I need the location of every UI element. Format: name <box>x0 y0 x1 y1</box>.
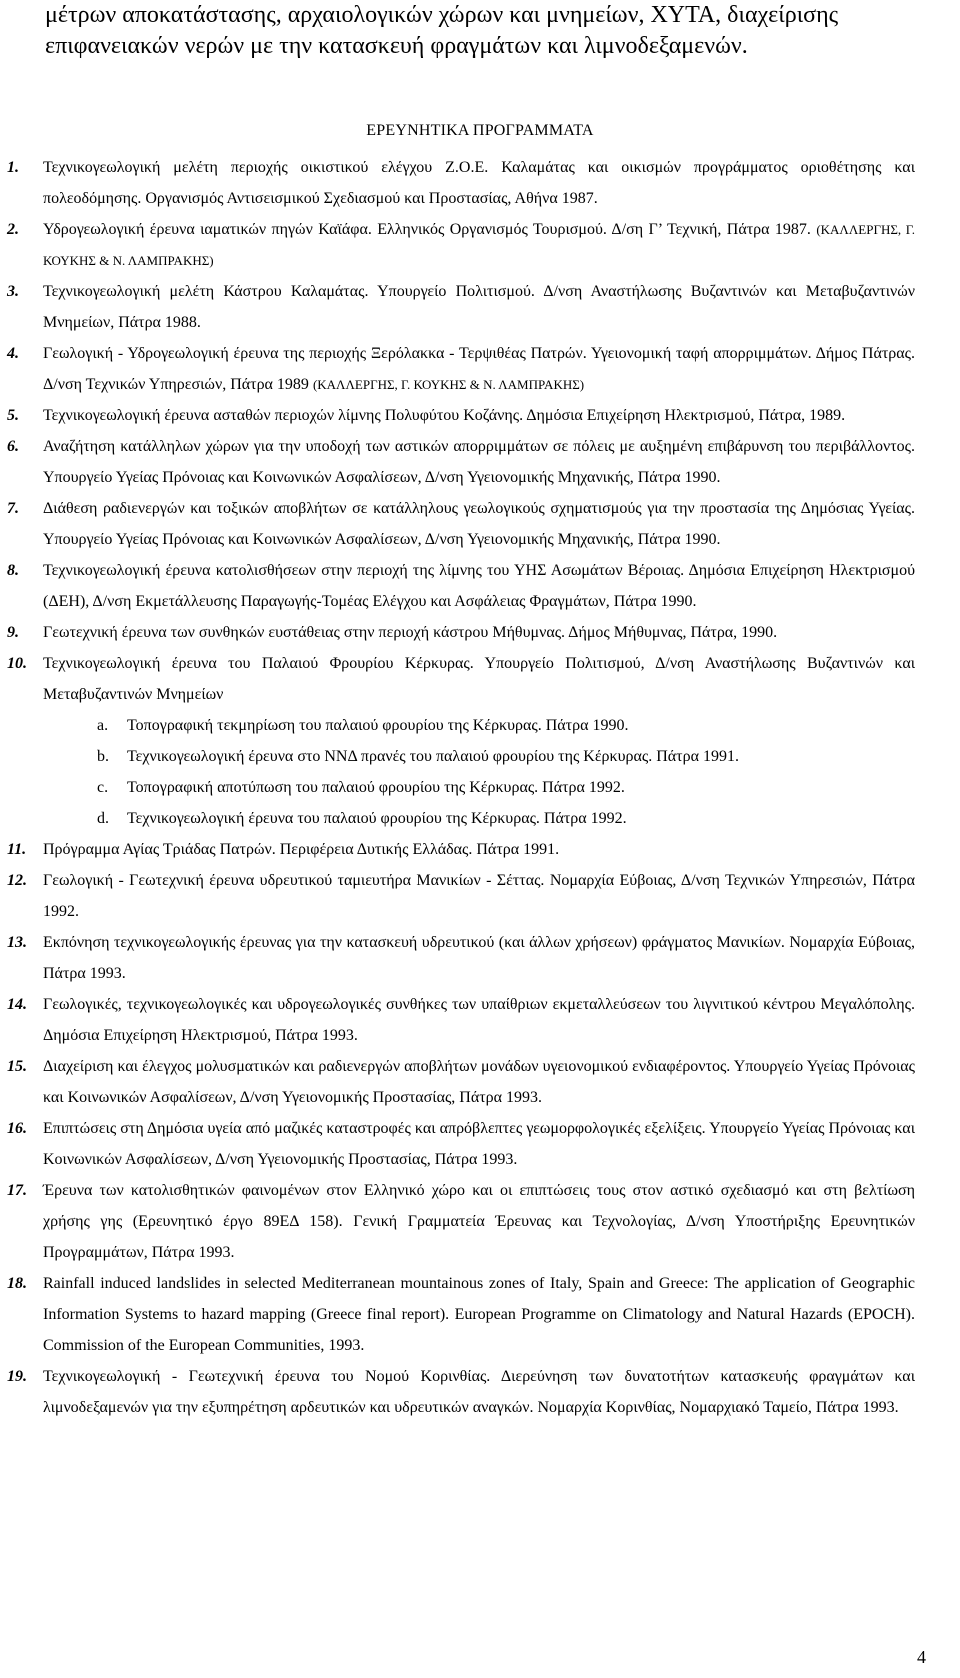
list-item <box>7 276 915 338</box>
item-number: 1. <box>7 159 19 176</box>
item-number: 17. <box>7 1182 27 1199</box>
item-text: Τεχνικογεωλογική μελέτη περιοχής οικιστικού ελέγχου Ζ.Ο.Ε. Καλαμάτας και οικισμών προγράμματος οριοθέτησης και πολεοδόμησης. Οργανισμός Αντισεισμικού Σχεδιασμού και Προστασίας, Αθήνα 1987. <box>43 159 915 207</box>
item-text: Διαχείριση και έλεγχος μολυσματικών και ραδιενεργών αποβλήτων μονάδων υγειονομικού ενδιαφέροντος. Υπουργείο Υγείας Πρόνοιας και Κοινωνικών Ασφαλίσεων, Δ/νση Υγειονομικής Προστασίας, Πάτρα 1993. <box>43 1058 915 1106</box>
item-text: Τεχνικογεωλογική - Γεωτεχνική έρευνα του Νομού Κορινθίας. Διερεύνηση των δυνατοτήτων κατασκευής φραγμάτων και λιμνοδεξαμενών για την εξυπηρέτηση αρδευτικών και υδρευτικών αναγκών. Νομαρχία Κορινθίας, Νομαρχιακό Ταμείο, Πάτρα 1993. <box>43 1368 915 1416</box>
item-text: Γεωλογικές, τεχνικογεωλογικές και υδρογεωλογικές συνθήκες των υπαίθριων εκμεταλλεύσεων του λιγνιτικού κέντρου Μεγαλόπολης. Δημόσια Επιχείρηση Ηλεκτρισμού, Πάτρα 1993. <box>43 996 915 1044</box>
item-number: 15. <box>7 1058 27 1075</box>
item-number: 7. <box>7 500 19 517</box>
item-text: Γεωλογική - Υδρογεωλογική έρευνα της περιοχής Ξερόλακκα - Τερψιθέας Πατρών. Υγειονομική ταφή απορριμμάτων. Δήμος Πάτρας. Δ/νση Τεχνικών Υπηρεσιών, Πάτρα 1989 <box>43 345 915 393</box>
sub-item-letter: c. <box>97 779 109 796</box>
item-text: Γεωλογική - Γεωτεχνική έρευνα υδρευτικού ταμιευτήρα Μανικίων - Σέττας. Νομαρχία Εύβοιας, Δ/νση Τεχνικών Υπηρεσιών, Πάτρα 1992. <box>43 872 915 920</box>
list-item <box>7 431 915 493</box>
list-item <box>7 927 915 989</box>
item-number: 10. <box>7 655 27 672</box>
item-number: 14. <box>7 996 27 1013</box>
item-number: 19. <box>7 1368 27 1385</box>
research-programs-list <box>0 152 960 1423</box>
item-text: Τεχνικογεωλογική έρευνα του Παλαιού Φρουρίου Κέρκυρας. Υπουργείο Πολιτισμού, Δ/νση Αναστήλωσης Βυζαντινών και Μεταβυζαντινών Μνημείων <box>43 655 915 703</box>
item-text: Τεχνικογεωλογική έρευνα κατολισθήσεων στην περιοχή της λίμνης του ΥΗΣ Ασωμάτων Βέροιας. Δημόσια Επιχείρηση Ηλεκτρισμού (ΔΕΗ), Δ/νση Εκμετάλλευσης Παραγωγής-Τομέας Ελέγχου και Ασφάλειας Φραγμάτων, Πάτρα 1990. <box>43 562 915 610</box>
page-number: 4 <box>917 1647 926 1667</box>
list-item <box>7 834 915 865</box>
item-number: 5. <box>7 407 19 424</box>
item-number: 8. <box>7 562 19 579</box>
sub-list-item <box>97 772 887 803</box>
sub-item-text: Τεχνικογεωλογική έρευνα στο ΝΝΔ πρανές του παλαιού φρουρίου της Κέρκυρας. Πάτρα 1991. <box>127 748 739 765</box>
sub-item-letter: b. <box>97 748 109 765</box>
list-item <box>7 617 915 648</box>
item-text: Επιπτώσεις στη Δημόσια υγεία από μαζικές καταστροφές και απρόβλεπτες γεωμορφολογικές εξελίξεις. Υπουργείο Υγείας Πρόνοιας και Κοινωνικών Ασφαλίσεων, Δ/νση Υγειονομικής Προστασίας, Πάτρα 1993. <box>43 1120 915 1168</box>
item-number: 9. <box>7 624 19 641</box>
sub-list-item <box>97 710 887 741</box>
list-item <box>7 1113 915 1175</box>
list-item <box>7 400 915 431</box>
sub-list-item <box>97 803 887 834</box>
item-number: 12. <box>7 872 27 889</box>
item-number: 13. <box>7 934 27 951</box>
sub-item-letter: a. <box>97 717 109 734</box>
list-item <box>7 1175 915 1268</box>
item-number: 6. <box>7 438 19 455</box>
list-item <box>7 338 915 400</box>
sub-item-text: Τοπογραφική τεκμηρίωση του παλαιού φρουρίου της Κέρκυρας. Πάτρα 1990. <box>127 717 629 734</box>
list-item <box>7 1051 915 1113</box>
section-heading: ΕΡΕΥΝΗΤΙΚΑ ΠΡΟΓΡΑΜΜΑΤΑ <box>366 122 594 139</box>
list-item <box>7 493 915 555</box>
sub-list-item <box>97 741 887 772</box>
list-item <box>7 1268 915 1361</box>
sub-item-text: Τοπογραφική αποτύπωση του παλαιού φρουρίου της Κέρκυρας. Πάτρα 1992. <box>127 779 625 796</box>
item-text: Rainfall induced landslides in selected Mediterranean mountainous zones of Italy, Spain and Greece: The application of Geographic Information Systems to hazard mapping (Greece final report). European Programme on Climatology and Natural Hazards (EPOCH). Commission of the European Communities, 1993. <box>43 1275 915 1354</box>
sub-item-text: Τεχνικογεωλογική έρευνα του παλαιού φρουρίου της Κέρκυρας. Πάτρα 1992. <box>127 810 627 827</box>
item-text: Διάθεση ραδιενεργών και τοξικών αποβλήτων σε κατάλληλους γεωλογικούς σχηματισμούς για την προστασία της Δημόσιας Υγείας. Υπουργείο Υγείας Πρόνοιας και Κοινωνικών Ασφαλίσεων, Δ/νση Υγειονομικής Μηχανικής, Πάτρα 1990. <box>43 500 915 548</box>
item-number: 4. <box>7 345 19 362</box>
list-item <box>7 152 915 214</box>
list-item <box>7 865 915 927</box>
item-authors: (ΚΑΛΛΕΡΓΗΣ, Γ. ΚΟΥΚΗΣ & Ν. ΛΑΜΠΡΑΚΗΣ) <box>43 222 915 268</box>
intro-paragraph: μέτρων αποκατάστασης, αρχαιολογικών χώρων και μνημείων, ΧΥΤΑ, διαχείρισης επιφανειακών νερών με την κατασκευή φραγμάτων και λιμνοδεξαμενών. <box>45 2 839 59</box>
list-item <box>7 214 915 276</box>
list-item <box>7 648 915 710</box>
item-text: Υδρογεωλογική έρευνα ιαματικών πηγών Καϊάφα. Ελληνικός Οργανισμός Τουρισμού. Δ/ση Γ’ Τεχνική, Πάτρα 1987. <box>43 221 811 238</box>
item-number: 16. <box>7 1120 27 1137</box>
item-number: 18. <box>7 1275 27 1292</box>
item-number: 2. <box>7 221 19 238</box>
item-text: Αναζήτηση κατάλληλων χώρων για την υποδοχή των αστικών απορριμμάτων σε πόλεις με αυξημένη επιβάρυνση του περιβάλλοντος. Υπουργείο Υγείας Πρόνοιας και Κοινωνικών Ασφαλίσεων, Δ/νση Υγειονομικής Μηχανικής, Πάτρα 1990. <box>43 438 915 486</box>
item-text: Εκπόνηση τεχνικογεωλογικής έρευνας για την κατασκευή υδρευτικού (και άλλων χρήσεων) φράγματος Μανικίων. Νομαρχία Εύβοιας, Πάτρα 1993. <box>43 934 915 982</box>
item-text: Έρευνα των κατολισθητικών φαινομένων στον Ελληνικό χώρο και οι επιπτώσεις τους στον αστικό σχεδιασμό και στη βελτίωση χρήσης γης (Ερευνητικό έργο 89ΕΔ 158). Γενική Γραμματεία Έρευνας και Τεχνολογίας, Δ/νση Υποστήριξης Ερευνητικών Προγραμμάτων, Πάτρα 1993. <box>43 1182 915 1261</box>
list-item <box>7 1361 915 1423</box>
item-text: Πρόγραμμα Αγίας Τριάδας Πατρών. Περιφέρεια Δυτικής Ελλάδας. Πάτρα 1991. <box>43 841 560 858</box>
item-text: Γεωτεχνική έρευνα των συνθηκών ευστάθειας στην περιοχή κάστρου Μήθυμνας. Δήμος Μήθυμνας, Πάτρα, 1990. <box>43 624 778 641</box>
list-item <box>7 989 915 1051</box>
item-number: 3. <box>7 283 19 300</box>
list-item <box>7 555 915 617</box>
sub-item-letter: d. <box>97 810 109 827</box>
item-number: 11. <box>7 841 27 858</box>
item-text: Τεχνικογεωλογική έρευνα ασταθών περιοχών λίμνης Πολυφύτου Κοζάνης. Δημόσια Επιχείρηση Ηλεκτρισμού, Πάτρα, 1989. <box>43 407 846 424</box>
item-authors: (ΚΑΛΛΕΡΓΗΣ, Γ. ΚΟΥΚΗΣ & Ν. ΛΑΜΠΡΑΚΗΣ) <box>312 377 585 392</box>
item-text: Τεχνικογεωλογική μελέτη Κάστρου Καλαμάτας. Υπουργείο Πολιτισμού. Δ/νση Αναστήλωσης Βυζαντινών και Μεταβυζαντινών Μνημείων, Πάτρα 1988. <box>43 283 915 331</box>
